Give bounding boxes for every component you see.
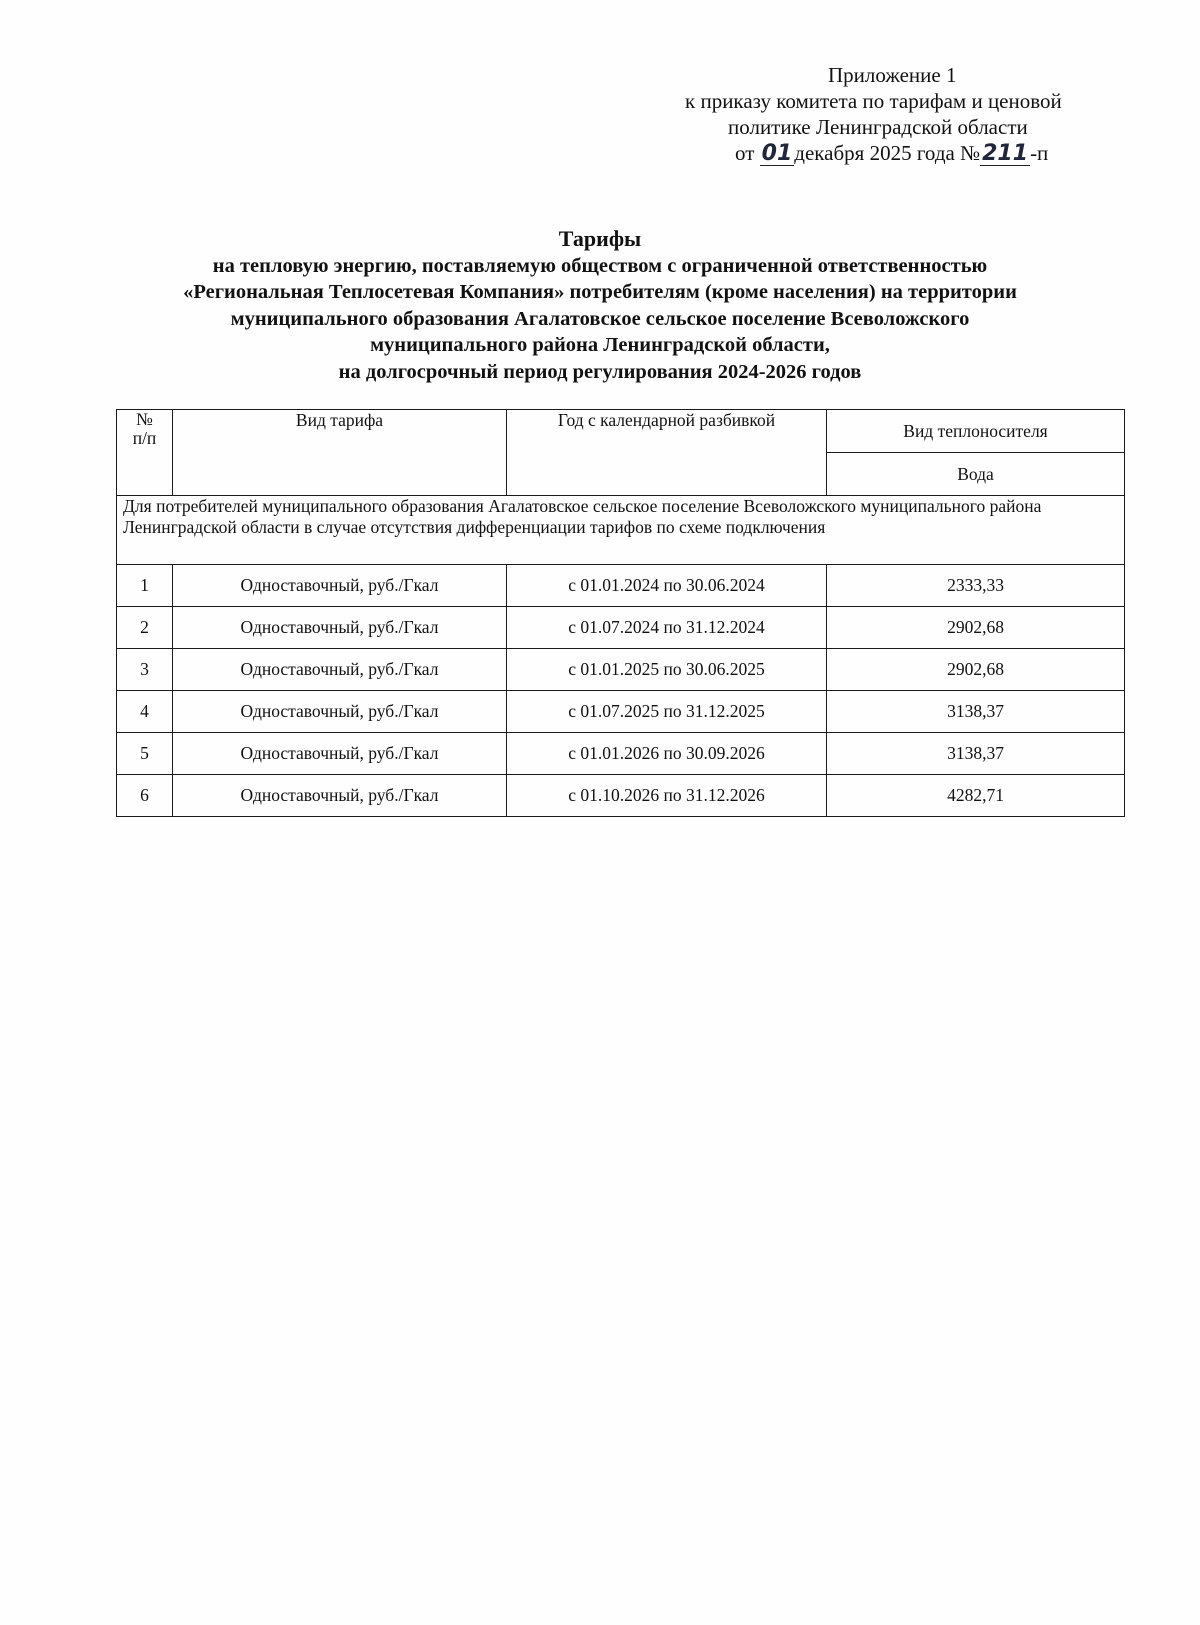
order-suffix: -п — [1030, 141, 1049, 165]
tariff-value-cell: 2902,68 — [827, 649, 1125, 691]
row-number-cell: 6 — [117, 775, 173, 817]
tariff-type-cell: Одноставочный, руб./Гкал — [173, 775, 507, 817]
title-line-1: на тепловую энергию, поставляемую обществом с ограниченной ответственностью — [212, 254, 988, 277]
header-row-number: № п/п — [117, 410, 173, 496]
tariff-table — [116, 409, 1125, 817]
date-rest: декабря 2025 года № — [794, 141, 981, 165]
table-row — [117, 691, 1125, 733]
row-number-cell: 3 — [117, 649, 173, 691]
row-number-cell: 2 — [117, 607, 173, 649]
document-title: Тарифы — [558, 226, 642, 251]
date-prefix: от — [735, 141, 760, 165]
tariff-type-cell: Одноставочный, руб./Гкал — [173, 565, 507, 607]
handwritten-order-number: 211 — [982, 141, 1029, 166]
appendix-order-ref-cont: политике Ленинградской области — [728, 115, 1028, 139]
period-cell: с 01.07.2025 по 31.12.2025 — [507, 691, 827, 733]
table-row — [117, 607, 1125, 649]
handwritten-day: 01 — [761, 141, 793, 166]
appendix-title: Приложение 1 — [828, 63, 957, 87]
row-number-cell: 5 — [117, 733, 173, 775]
period-cell: с 01.10.2026 по 31.12.2026 — [507, 775, 827, 817]
tariff-value-cell: 4282,71 — [827, 775, 1125, 817]
table-row — [117, 775, 1125, 817]
table-row — [117, 733, 1125, 775]
title-line-4: муниципального района Ленинградской области, — [370, 334, 830, 356]
tariff-value-cell: 3138,37 — [827, 691, 1125, 733]
table-header-row — [117, 410, 1125, 453]
tariff-value-cell: 2333,33 — [827, 565, 1125, 607]
tariff-type-cell: Одноставочный, руб./Гкал — [173, 733, 507, 775]
period-cell: с 01.07.2024 по 31.12.2024 — [507, 607, 827, 649]
table-row — [117, 565, 1125, 607]
header-water: Вода — [827, 453, 1125, 496]
tariff-type-cell: Одноставочный, руб./Гкал — [173, 691, 507, 733]
tariff-type-cell: Одноставочный, руб./Гкал — [173, 607, 507, 649]
table-group-row — [117, 496, 1125, 565]
tariff-value-cell: 2902,68 — [827, 607, 1125, 649]
row-number-cell: 1 — [117, 565, 173, 607]
title-line-3: муниципального образования Агалатовское сельское поселение Всеволожского — [230, 307, 970, 330]
title-line-2: «Региональная Теплосетевая Компания» потребителям (кроме населения) на территории — [183, 281, 1017, 303]
period-cell: с 01.01.2025 по 30.06.2025 — [507, 649, 827, 691]
table-body — [117, 565, 1125, 817]
header-period: Год с календарной разбивкой — [507, 410, 827, 496]
period-cell: с 01.01.2024 по 30.06.2024 — [507, 565, 827, 607]
appendix-date-line — [600, 140, 1160, 166]
document-title-block — [100, 226, 1100, 385]
row-number-cell: 4 — [117, 691, 173, 733]
title-line-5: на долгосрочный период регулирования 2024-2026 годов — [338, 360, 862, 383]
period-cell: с 01.01.2026 по 30.09.2026 — [507, 733, 827, 775]
header-heat-carrier: Вид теплоносителя — [827, 410, 1125, 453]
tariff-type-cell: Одноставочный, руб./Гкал — [173, 649, 507, 691]
appendix-block — [600, 62, 1160, 166]
tariff-value-cell: 3138,37 — [827, 733, 1125, 775]
table-row — [117, 649, 1125, 691]
header-tariff-type: Вид тарифа — [173, 410, 507, 496]
group-description: Для потребителей муниципального образования Агалатовское сельское поселение Всеволожского муниципального района Ленинградской области в случае отсутствия дифференциации тарифов по схеме подключения — [117, 496, 1125, 565]
appendix-order-ref: к приказу комитета по тарифам и ценовой — [685, 89, 1062, 113]
